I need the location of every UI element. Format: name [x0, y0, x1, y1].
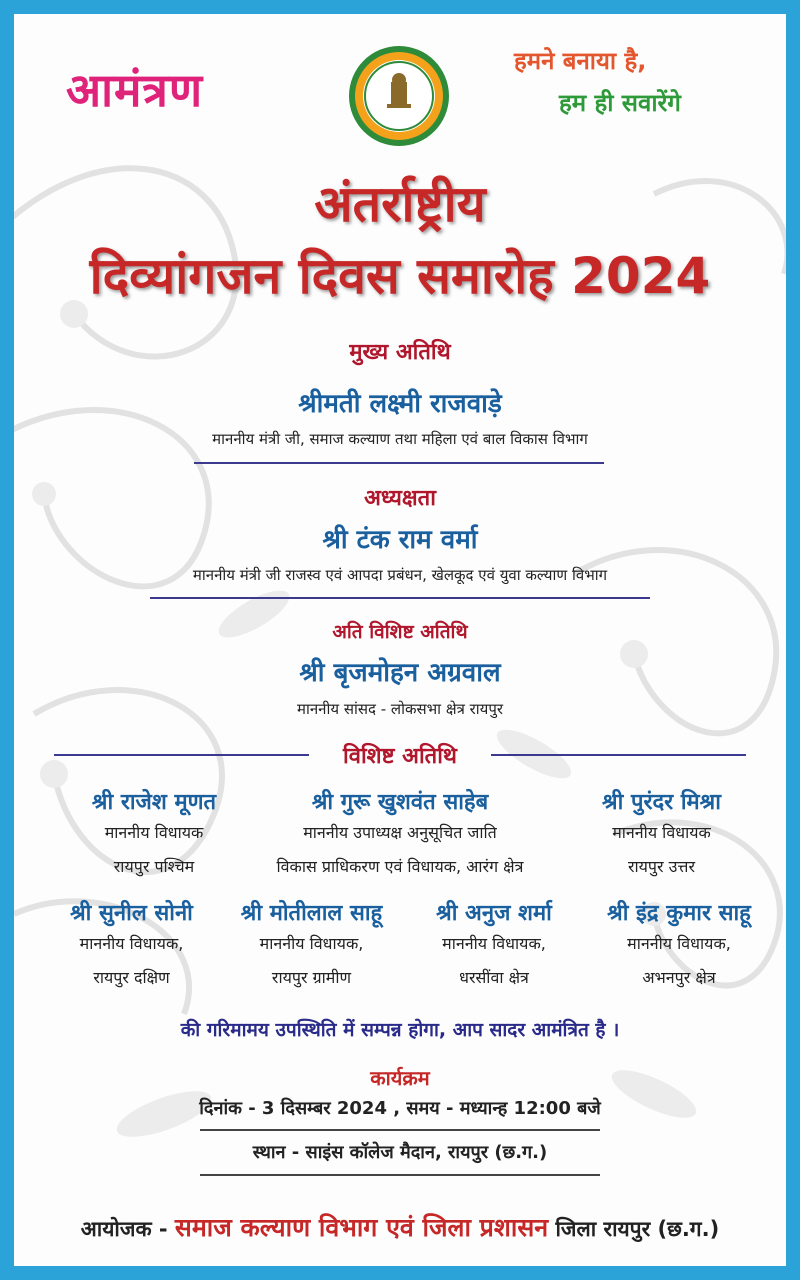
guest-name: श्री इंद्र कुमार साहू	[607, 901, 751, 926]
program-heading: कार्यक्रम	[370, 1066, 430, 1090]
guest-designation: माननीय विधायक,	[79, 934, 184, 953]
guest-constituency: रायपुर पश्चिम	[113, 857, 195, 876]
very-special-guest-name: श्री बृजमोहन अग्रवाल	[299, 658, 501, 688]
presidency-name: श्री टंक राम वर्मा	[322, 525, 478, 555]
divider	[200, 1174, 600, 1176]
very-special-guest-role: अति विशिष्ट अतिथि	[332, 621, 468, 643]
guest-designation: माननीय विधायक,	[627, 934, 731, 953]
guest-card	[44, 897, 219, 995]
closing-statement: की गरिमामय उपस्थिति में सम्पन्न होगा, आप सादर आमंत्रित है ।	[180, 1019, 620, 1041]
chhattisgarh-emblem-icon	[347, 44, 451, 148]
divider	[150, 597, 650, 599]
guest-designation: माननीय विधायक,	[259, 934, 364, 953]
invitation-card	[14, 14, 786, 1266]
guest-constituency: रायपुर दक्षिण	[93, 968, 170, 987]
guest-name: श्री मोतीलाल साहू	[240, 901, 383, 926]
guest-designation: माननीय विधायक	[612, 823, 711, 842]
divider	[194, 462, 604, 464]
chief-guest-role: मुख्य अतिथि	[349, 340, 451, 365]
organizer-prefix: आयोजक -	[80, 1217, 168, 1241]
guest-designation: माननीय विधायक,	[442, 934, 546, 953]
special-guests-role: विशिष्ट अतिथि	[343, 744, 457, 769]
very-special-guest-designation: माननीय सांसद - लोकसभा क्षेत्र रायपुर	[296, 700, 504, 718]
slogan-line-1: हमने बनाया है,	[514, 47, 647, 75]
program-date-time: दिनांक - 3 दिसम्बर 2024 , समय - मध्यान्ह 12:00 बजे	[199, 1098, 601, 1119]
guest-designation: माननीय उपाध्यक्ष अनुसूचित जाति	[303, 823, 497, 842]
presidency-role: अध्यक्षता	[364, 486, 436, 511]
guest-name: श्री अनुज शर्मा	[436, 901, 552, 926]
guest-name: श्री गुरू खुशवंत साहेब	[311, 790, 489, 815]
guest-name: श्री राजेश मूणत	[91, 790, 217, 815]
guest-card	[219, 897, 404, 995]
chief-guest-name: श्रीमती लक्ष्मी राजवाड़े	[298, 389, 502, 419]
guest-designation: माननीय विधायक	[104, 823, 204, 842]
chief-guest-designation: माननीय मंत्री जी, समाज कल्याण तथा महिला एवं बाल विकास विभाग	[212, 430, 588, 448]
guest-constituency: धरसींवा क्षेत्र	[459, 968, 529, 987]
slogan-line-2: हम ही सवारेंगे	[559, 89, 681, 117]
invitation-label: आमंत्रण	[66, 63, 204, 117]
guest-card	[554, 786, 769, 884]
guest-card	[254, 786, 546, 884]
organizer-suffix: जिला रायपुर (छ.ग.)	[555, 1217, 720, 1241]
presidency-designation: माननीय मंत्री जी राजस्व एवं आपदा प्रबंधन, खेलकूद एवं युवा कल्याण विभाग	[192, 566, 608, 584]
divider	[491, 754, 746, 756]
guest-constituency: अभनपुर क्षेत्र	[642, 968, 716, 987]
divider	[200, 1129, 600, 1131]
program-venue: स्थान - साइंस कॉलेज मैदान, रायपुर (छ.ग.)	[252, 1142, 548, 1163]
guest-name: श्री सुनील सोनी	[70, 901, 193, 926]
guest-card	[404, 897, 584, 995]
guest-name: श्री पुरंदर मिश्रा	[602, 790, 721, 815]
guest-constituency: विकास प्राधिकरण एवं विधायक, आरंग क्षेत्र	[276, 857, 524, 876]
organizer-line	[14, 1210, 786, 1244]
guest-card	[579, 897, 779, 995]
organizer-name: समाज कल्याण विभाग एवं जिला प्रशासन	[174, 1213, 549, 1242]
event-title-line-1: अंतर्राष्ट्रीय	[314, 175, 486, 233]
guest-constituency: रायपुर उत्तर	[627, 857, 696, 876]
guest-card	[54, 786, 254, 884]
guest-constituency: रायपुर ग्रामीण	[271, 968, 352, 987]
event-title-line-2: दिव्यांगजन दिवस समारोह 2024	[89, 247, 711, 305]
